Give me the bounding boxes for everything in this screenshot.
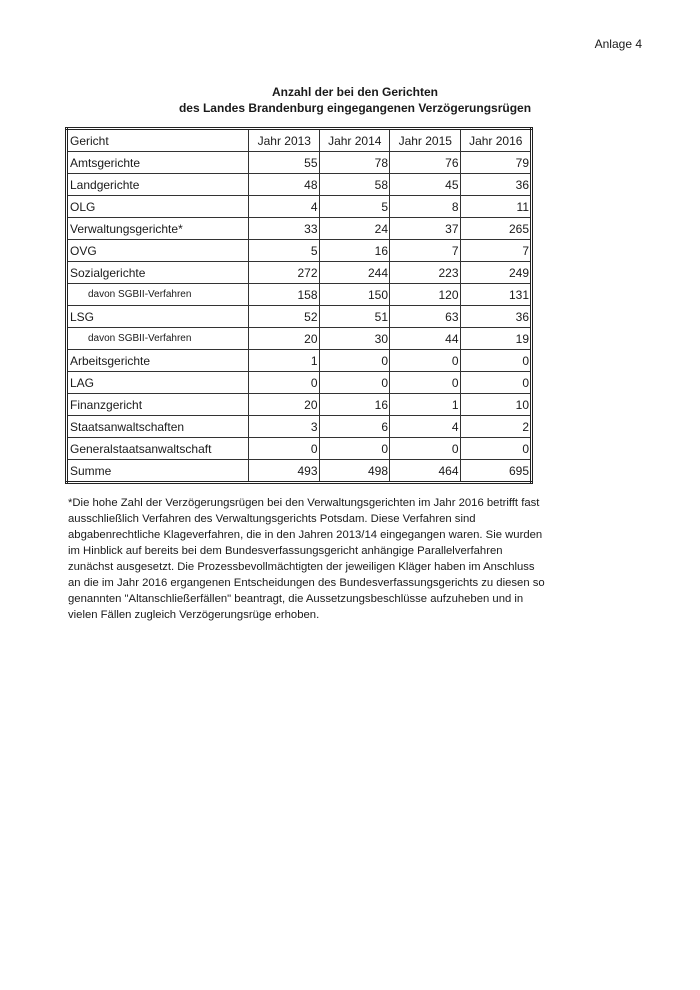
cell-2014: 5 — [319, 196, 389, 218]
cell-2016: 2 — [460, 416, 532, 438]
table-row — [67, 350, 532, 372]
cell-2016: 695 — [460, 460, 532, 483]
footnote: *Die hohe Zahl der Verzögerungsrügen bei den Verwaltungsgerichten im Jahr 2016 betrifft fast ausschließlich Verfahren des Verwaltungsgerichts Potsdam. Diese Verfahren sind abgabenrechtliche Klageverfahren, die in den Jahren 2013/14 eingegangen waren. Sie wurden im Hinblick auf bereits bei dem Bundesverfassungsgericht anhängige Parallelverfahren zunächst ausgesetzt. Die Prozessbevollmächtigten der jeweiligen Kläger haben im Anschluss an die im Jahr 2016 ergangenen Entscheidungen des Bundesverfassungsgerichts zu diesen so genannten "Altanschließerfällen" beantragt, die Aussetzungsbeschlüsse aufzuheben und in vielen Fällen zugleich Verzögerungsrüge erhoben. — [68, 497, 545, 621]
cell-2016: 0 — [460, 350, 532, 372]
cell-2015: 1 — [390, 394, 460, 416]
table-row — [67, 174, 532, 196]
row-label: Sozialgerichte — [67, 262, 249, 284]
table-row-total — [67, 460, 532, 483]
table-row — [67, 306, 532, 328]
complaints-table — [65, 127, 533, 484]
cell-2013: 493 — [249, 460, 319, 483]
row-label: davon SGBII-Verfahren — [67, 284, 249, 306]
cell-2015: 45 — [390, 174, 460, 196]
cell-2015: 37 — [390, 218, 460, 240]
table-row — [67, 284, 532, 306]
cell-2015: 63 — [390, 306, 460, 328]
cell-2016: 36 — [460, 174, 532, 196]
cell-2013: 20 — [249, 394, 319, 416]
cell-2014: 16 — [319, 394, 389, 416]
cell-2015: 223 — [390, 262, 460, 284]
cell-2015: 120 — [390, 284, 460, 306]
row-label: Finanzgericht — [67, 394, 249, 416]
cell-2016: 0 — [460, 438, 532, 460]
row-label: LAG — [67, 372, 249, 394]
cell-2013: 20 — [249, 328, 319, 350]
row-label: Verwaltungsgerichte* — [67, 218, 249, 240]
header-court: Gericht — [67, 129, 249, 152]
cell-2015: 8 — [390, 196, 460, 218]
table-row — [67, 196, 532, 218]
table-row — [67, 262, 532, 284]
table-row — [67, 394, 532, 416]
row-label: Staatsanwaltschaften — [67, 416, 249, 438]
cell-2013: 5 — [249, 240, 319, 262]
document-title — [0, 84, 700, 116]
cell-2016: 131 — [460, 284, 532, 306]
row-label: Landgerichte — [67, 174, 249, 196]
cell-2014: 0 — [319, 438, 389, 460]
cell-2013: 52 — [249, 306, 319, 328]
cell-2013: 0 — [249, 372, 319, 394]
row-label: OVG — [67, 240, 249, 262]
cell-2016: 36 — [460, 306, 532, 328]
cell-2015: 0 — [390, 372, 460, 394]
row-label: LSG — [67, 306, 249, 328]
title-line-2: des Landes Brandenburg eingegangenen Verzögerungsrügen — [178, 101, 532, 115]
cell-2013: 0 — [249, 438, 319, 460]
row-label: OLG — [67, 196, 249, 218]
cell-2013: 33 — [249, 218, 319, 240]
cell-2013: 272 — [249, 262, 319, 284]
row-label: Amtsgerichte — [67, 152, 249, 174]
cell-2014: 16 — [319, 240, 389, 262]
cell-2014: 150 — [319, 284, 389, 306]
cell-2015: 44 — [390, 328, 460, 350]
table-row — [67, 416, 532, 438]
cell-2016: 249 — [460, 262, 532, 284]
table-row — [67, 372, 532, 394]
table-row — [67, 438, 532, 460]
cell-2014: 58 — [319, 174, 389, 196]
header-2013: Jahr 2013 — [249, 129, 319, 152]
cell-2014: 0 — [319, 372, 389, 394]
cell-2013: 1 — [249, 350, 319, 372]
cell-2014: 78 — [319, 152, 389, 174]
cell-2016: 79 — [460, 152, 532, 174]
title-line-1: Anzahl der bei den Gerichten — [271, 85, 439, 99]
cell-2015: 0 — [390, 438, 460, 460]
cell-2014: 30 — [319, 328, 389, 350]
row-label: Summe — [67, 460, 249, 483]
cell-2016: 11 — [460, 196, 532, 218]
annex-label: Anlage 4 — [594, 37, 642, 51]
cell-2016: 0 — [460, 372, 532, 394]
cell-2014: 51 — [319, 306, 389, 328]
cell-2015: 464 — [390, 460, 460, 483]
table-header-row — [67, 129, 532, 152]
cell-2016: 10 — [460, 394, 532, 416]
header-2014: Jahr 2014 — [319, 129, 389, 152]
cell-2014: 24 — [319, 218, 389, 240]
cell-2013: 3 — [249, 416, 319, 438]
cell-2014: 244 — [319, 262, 389, 284]
header-2016: Jahr 2016 — [460, 129, 532, 152]
table-row — [67, 328, 532, 350]
header-2015: Jahr 2015 — [390, 129, 460, 152]
cell-2015: 76 — [390, 152, 460, 174]
row-label: Generalstaatsanwaltschaft — [67, 438, 249, 460]
cell-2014: 6 — [319, 416, 389, 438]
row-label: davon SGBII-Verfahren — [67, 328, 249, 350]
cell-2016: 7 — [460, 240, 532, 262]
cell-2015: 7 — [390, 240, 460, 262]
table-row — [67, 152, 532, 174]
cell-2016: 265 — [460, 218, 532, 240]
cell-2015: 4 — [390, 416, 460, 438]
cell-2013: 55 — [249, 152, 319, 174]
cell-2016: 19 — [460, 328, 532, 350]
cell-2013: 48 — [249, 174, 319, 196]
cell-2014: 498 — [319, 460, 389, 483]
cell-2014: 0 — [319, 350, 389, 372]
table-row — [67, 240, 532, 262]
row-label: Arbeitsgerichte — [67, 350, 249, 372]
table-row — [67, 218, 532, 240]
cell-2013: 158 — [249, 284, 319, 306]
cell-2015: 0 — [390, 350, 460, 372]
cell-2013: 4 — [249, 196, 319, 218]
